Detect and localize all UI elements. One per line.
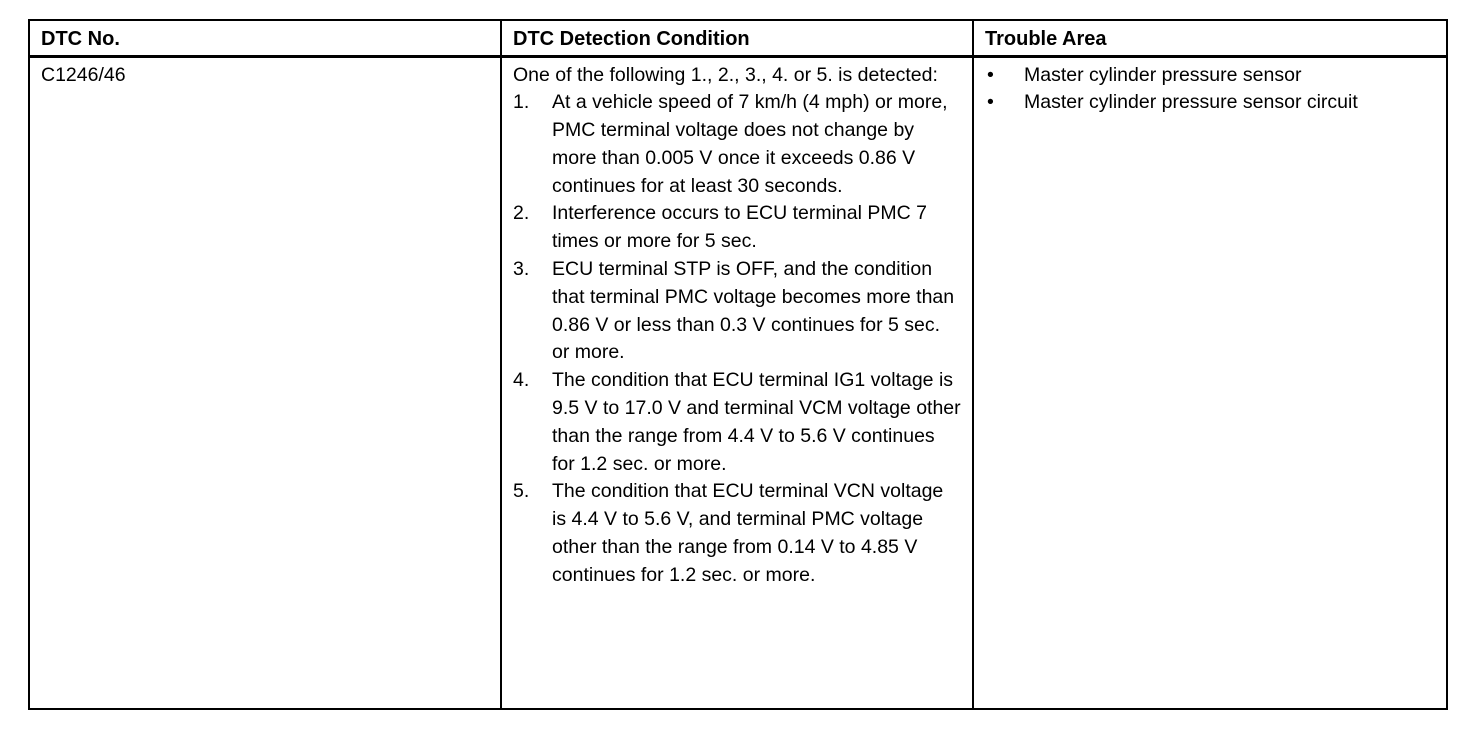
condition-item (513, 89, 962, 200)
header-detection-condition: DTC Detection Condition (501, 20, 973, 56)
condition-text: ECU terminal STP is OFF, and the condition that terminal PMC voltage becomes more than 0.86 V or less than 0.3 V continues for 5 sec. or more. (552, 258, 955, 364)
header-trouble-area: Trouble Area (973, 20, 1447, 56)
table-row (29, 56, 1447, 709)
condition-item (513, 256, 962, 367)
dtc-table (28, 19, 1448, 710)
condition-text: Interference occurs to ECU terminal PMC 7 times or more for 5 sec. (552, 202, 927, 253)
trouble-area-item (985, 89, 1436, 117)
condition-number: 5. (513, 480, 530, 503)
condition-text: The condition that ECU terminal IG1 voltage is 9.5 V to 17.0 V and terminal VCM voltage other than the range from 4.4 V to 5.6 V continues for 1.2 sec. or more. (552, 369, 961, 475)
condition-item (513, 367, 962, 478)
condition-text: The condition that ECU terminal VCN voltage is 4.4 V to 5.6 V, and terminal PMC voltage other than the range from 0.14 V to 4.85 V continues for 1.2 sec. or more. (552, 480, 944, 586)
condition-intro: One of the following 1., 2., 3., 4. or 5. is detected: (513, 63, 938, 86)
bullet-icon: • (987, 63, 994, 86)
condition-item (513, 478, 962, 589)
condition-number: 1. (513, 91, 530, 114)
bullet-icon: • (987, 91, 994, 114)
trouble-area-list (985, 62, 1436, 118)
condition-number: 2. (513, 202, 530, 225)
cell-detection-condition (501, 56, 973, 709)
cell-dtc-no: C1246/46 (29, 56, 501, 709)
trouble-area-item (985, 62, 1436, 90)
condition-item (513, 200, 962, 256)
table-header-row (29, 20, 1447, 56)
trouble-area-text: Master cylinder pressure sensor (1024, 63, 1302, 86)
trouble-area-text: Master cylinder pressure sensor circuit (1024, 91, 1358, 114)
condition-number: 4. (513, 369, 530, 392)
cell-trouble-area (973, 56, 1447, 709)
condition-list (513, 89, 962, 589)
condition-number: 3. (513, 258, 530, 281)
condition-text: At a vehicle speed of 7 km/h (4 mph) or more, PMC terminal voltage does not change by more than 0.005 V once it exceeds 0.86 V continues for at least 30 seconds. (552, 91, 948, 197)
header-dtc-no: DTC No. (29, 20, 501, 56)
